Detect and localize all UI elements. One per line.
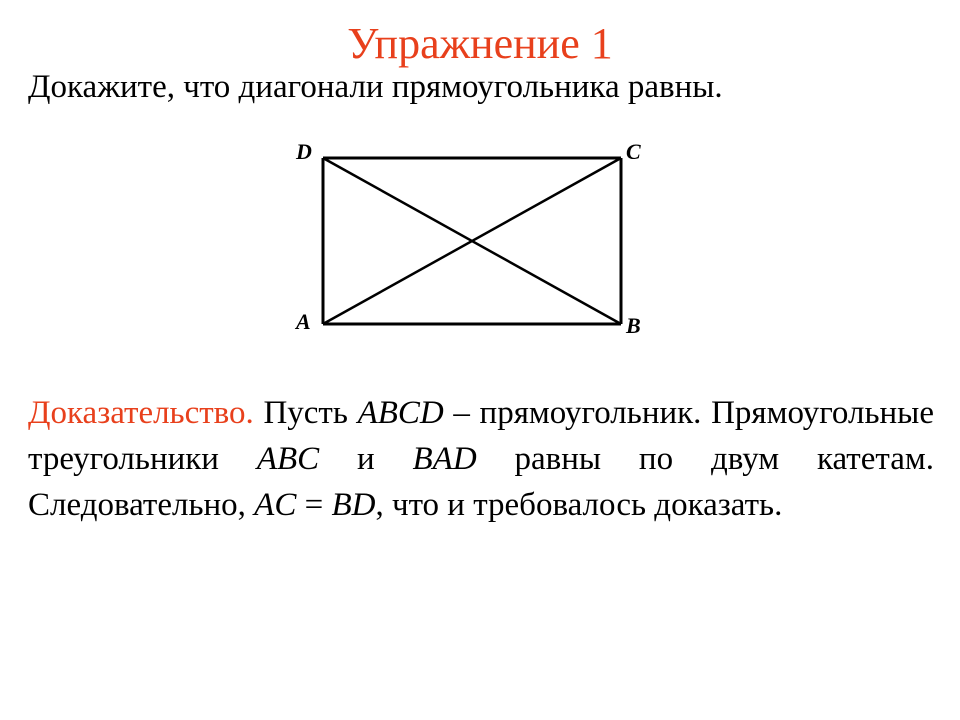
proof-text-2: – прямоугольник. Прямоугольные треугольники (28, 395, 934, 477)
math-ac: AC (254, 487, 297, 523)
rectangle-diagram (280, 130, 660, 350)
vertex-label-a: A (296, 309, 311, 334)
vertex-label-d: D (296, 139, 312, 164)
math-abc: ABC (256, 441, 320, 477)
vertex-label-c: C (626, 139, 641, 164)
proof-text-3: и (319, 441, 413, 477)
proof-text (28, 390, 934, 528)
math-bd: BD (331, 487, 376, 523)
rectangle-diagram-svg (280, 130, 660, 350)
math-bad: BAD (412, 441, 477, 477)
proof-text-1: Пусть (253, 395, 358, 431)
proof-text-6: , что и требовалось доказать. (375, 487, 783, 523)
task-statement: Докажите, что диагонали прямоугольника равны. (28, 69, 723, 105)
slide-title: Упражнение 1 (347, 19, 613, 68)
math-abcd: ABCD (357, 395, 444, 431)
proof-text-5: = (296, 487, 332, 523)
vertex-label-b: B (626, 313, 641, 338)
proof-text-4: равны по двум катетам. Следовательно, (28, 441, 934, 523)
proof-lead: Доказательство. (28, 395, 254, 431)
